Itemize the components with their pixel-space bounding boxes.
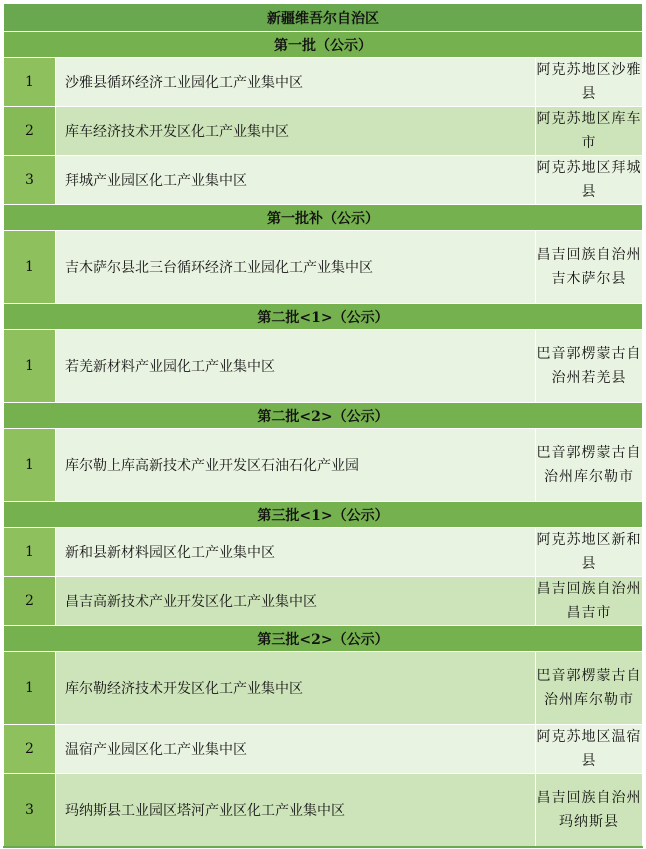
park-name: 库尔勒上库高新技术产业开发区石油石化产业园	[56, 429, 536, 502]
section-heading: 第三批<1>（公示）	[4, 502, 643, 528]
table-title-row	[4, 4, 643, 32]
row-number: 1	[4, 330, 56, 403]
row-number: 1	[4, 429, 56, 502]
row-number: 2	[4, 725, 56, 774]
row-number: 2	[4, 577, 56, 626]
table-row	[4, 58, 643, 107]
region: 阿克苏地区库车市	[535, 107, 642, 156]
section-heading: 第一批（公示）	[4, 32, 643, 58]
region: 阿克苏地区沙雅县	[535, 58, 642, 107]
table-row	[4, 429, 643, 502]
section-heading-row	[4, 403, 643, 429]
table-row	[4, 725, 643, 774]
park-name: 沙雅县循环经济工业园化工产业集中区	[56, 58, 536, 107]
table-row	[4, 577, 643, 626]
park-name: 拜城产业园区化工产业集中区	[56, 156, 536, 205]
region: 阿克苏地区拜城县	[535, 156, 642, 205]
row-number: 1	[4, 231, 56, 304]
row-number: 1	[4, 652, 56, 725]
row-number: 3	[4, 156, 56, 205]
table-row	[4, 156, 643, 205]
region: 巴音郭楞蒙古自治州库尔勒市	[535, 652, 642, 725]
region: 巴音郭楞蒙古自治州库尔勒市	[535, 429, 642, 502]
section-heading-row	[4, 32, 643, 58]
park-name: 库尔勒经济技术开发区化工产业集中区	[56, 652, 536, 725]
row-number: 1	[4, 58, 56, 107]
park-name: 昌吉高新技术产业开发区化工产业集中区	[56, 577, 536, 626]
region: 昌吉回族自治州吉木萨尔县	[535, 231, 642, 304]
park-name: 若羌新材料产业园化工产业集中区	[56, 330, 536, 403]
row-number: 1	[4, 528, 56, 577]
park-name: 新和县新材料园区化工产业集中区	[56, 528, 536, 577]
park-name: 库车经济技术开发区化工产业集中区	[56, 107, 536, 156]
table-row	[4, 652, 643, 725]
park-name: 吉木萨尔县北三台循环经济工业园化工产业集中区	[56, 231, 536, 304]
section-heading: 第三批<2>（公示）	[4, 626, 643, 652]
section-heading: 第一批补（公示）	[4, 205, 643, 231]
parks-table	[3, 3, 643, 848]
region: 阿克苏地区新和县	[535, 528, 642, 577]
region: 阿克苏地区温宿县	[535, 725, 642, 774]
region: 昌吉回族自治州昌吉市	[535, 577, 642, 626]
row-number: 2	[4, 107, 56, 156]
table-title: 新疆维吾尔自治区	[4, 4, 643, 32]
table-row	[4, 528, 643, 577]
park-name: 温宿产业园区化工产业集中区	[56, 725, 536, 774]
section-heading: 第二批<1>（公示）	[4, 304, 643, 330]
table-row	[4, 231, 643, 304]
section-heading-row	[4, 626, 643, 652]
park-name: 玛纳斯县工业园区塔河产业区化工产业集中区	[56, 774, 536, 847]
region: 昌吉回族自治州玛纳斯县	[535, 774, 642, 847]
table-row	[4, 330, 643, 403]
row-number: 3	[4, 774, 56, 847]
section-heading: 第二批<2>（公示）	[4, 403, 643, 429]
section-heading-row	[4, 502, 643, 528]
region: 巴音郭楞蒙古自治州若羌县	[535, 330, 642, 403]
section-heading-row	[4, 304, 643, 330]
section-heading-row	[4, 205, 643, 231]
table-row	[4, 107, 643, 156]
table-row	[4, 774, 643, 847]
